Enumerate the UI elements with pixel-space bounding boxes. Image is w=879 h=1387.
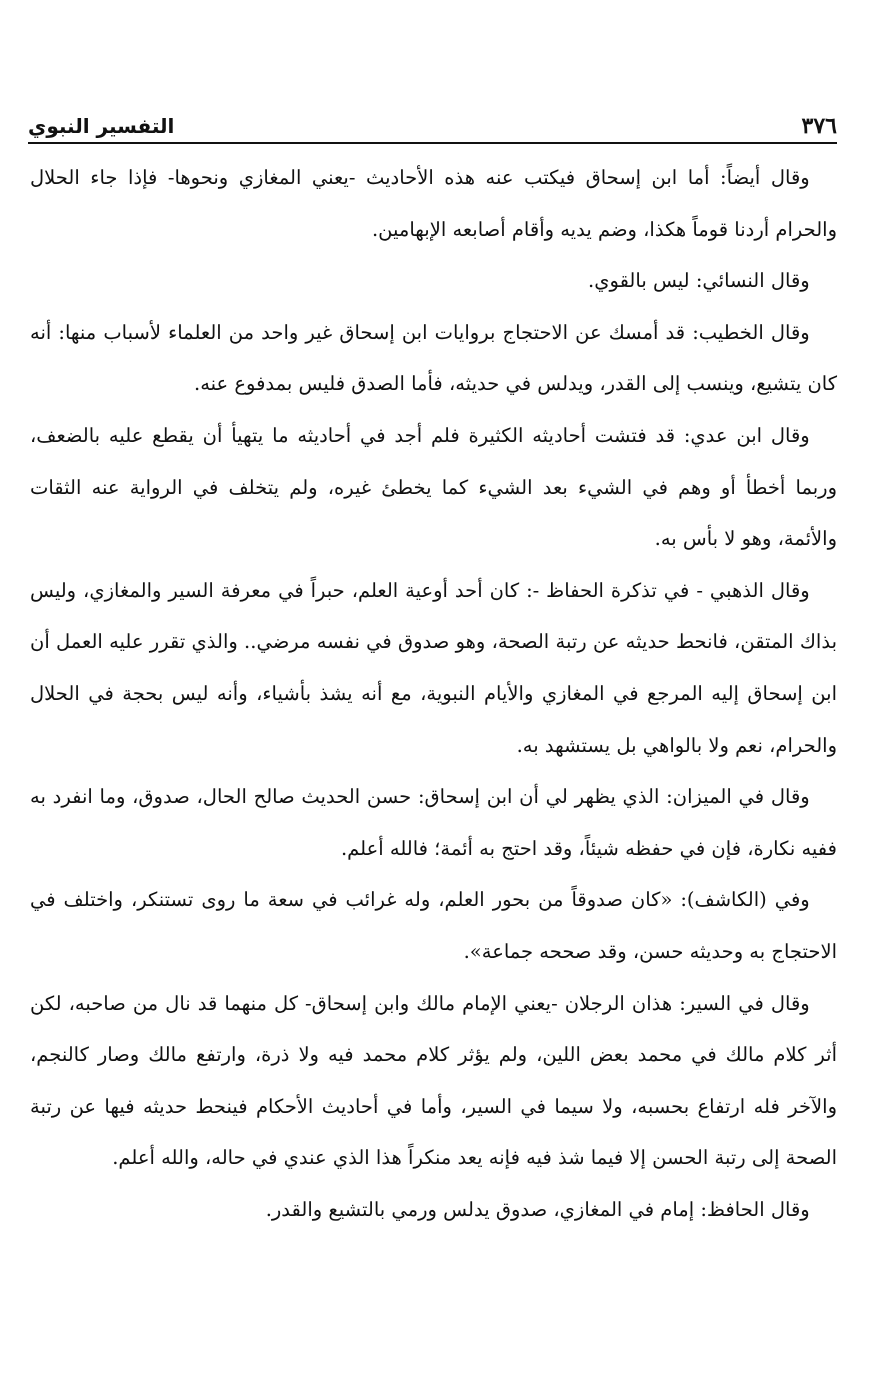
page-number: ٣٧٦: [801, 113, 837, 139]
body-text: [30, 152, 837, 1235]
paragraph-khatib: وقال الخطيب: قد أمسك عن الاحتجاج بروايات ابن إسحاق غير واحد من العلماء لأسباب منها: أنه كان يتشيع، وينسب إلى القدر، ويدلس في حديثه، فأما الصدق فليس بمدفوع عنه.: [30, 320, 837, 396]
paragraph-kashif: وفي (الكاشف): «كان صدوقاً من بحور العلم، وله غرائب في سعة ما روى تستنكر، واختلف في الاحتجاج به وحديثه حسن، وقد صححه جماعة».: [30, 888, 837, 963]
paragraph-ibn-adi: وقال ابن عدي: قد فتشت أحاديثه الكثيرة فلم أجد في أحاديثه ما يتهيأ أن يقطع عليه بالضعف، وربما أخطأ أو وهم في الشيء بعد الشيء كما يخطئ غيره، ولم يتخلف في الرواية عنه الثقات والأئمة، وهو لا بأس به.: [30, 423, 837, 551]
paragraph-ahmad-quote: وقال أيضاً: أما ابن إسحاق فيكتب عنه هذه الأحاديث -يعني المغازي ونحوها- فإذا جاء الحلال والحرام أردنا قوماً هكذا، وضم يديه وأقام أصابعه الإبهامين.: [30, 166, 837, 241]
running-header: [28, 108, 837, 144]
paragraph-mizan: وقال في الميزان: الذي يظهر لي أن ابن إسحاق: حسن الحديث صالح الحال، صدوق، وما انفرد به ففيه نكارة، فإن في حفظه شيئاً، وقد احتج به أئمة؛ فالله أعلم.: [30, 785, 837, 860]
paragraph-dhahabi-tadhkira: وقال الذهبي - في تذكرة الحفاظ -: كان أحد أوعية العلم، حبراً في معرفة السير والمغازي، وليس بذاك المتقن، فانحط حديثه عن رتبة الصحة، وهو صدوق في نفسه مرضي.. والذي تقرر عليه العمل أن ابن إسحاق إليه المرجع في المغازي والأيام النبوية، مع أنه يشذ بأشياء، وأنه ليس بحجة في الحلال والحرام، نعم ولا بالواهي بل يستشهد به.: [30, 578, 837, 757]
paragraph-hafiz: وقال الحافظ: إمام في المغازي، صدوق يدلس ورمي بالتشيع والقدر.: [265, 1197, 810, 1221]
paragraph-nasai: وقال النسائي: ليس بالقوي.: [588, 269, 810, 293]
paragraph-siyar: وقال في السير: هذان الرجلان -يعني الإمام مالك وابن إسحاق- كل منهما قد نال من صاحبه، لكن أثر كلام مالك في محمد بعض اللين، ولم يؤثر كلام محمد فيه ولا ذرة، وارتفع مالك وصار كالنجم، والآخر فله ارتفاع بحسبه، ولا سيما في السير، وأما في أحاديث الأحكام فينحط حديثه فيها عن رتبة الصحة إلى رتبة الحسن إلا فيما شذ فيه فإنه يعد منكراً هذا الذي عندي في حاله، والله أعلم.: [30, 991, 837, 1170]
running-title: التفسير النبوي: [28, 114, 175, 138]
